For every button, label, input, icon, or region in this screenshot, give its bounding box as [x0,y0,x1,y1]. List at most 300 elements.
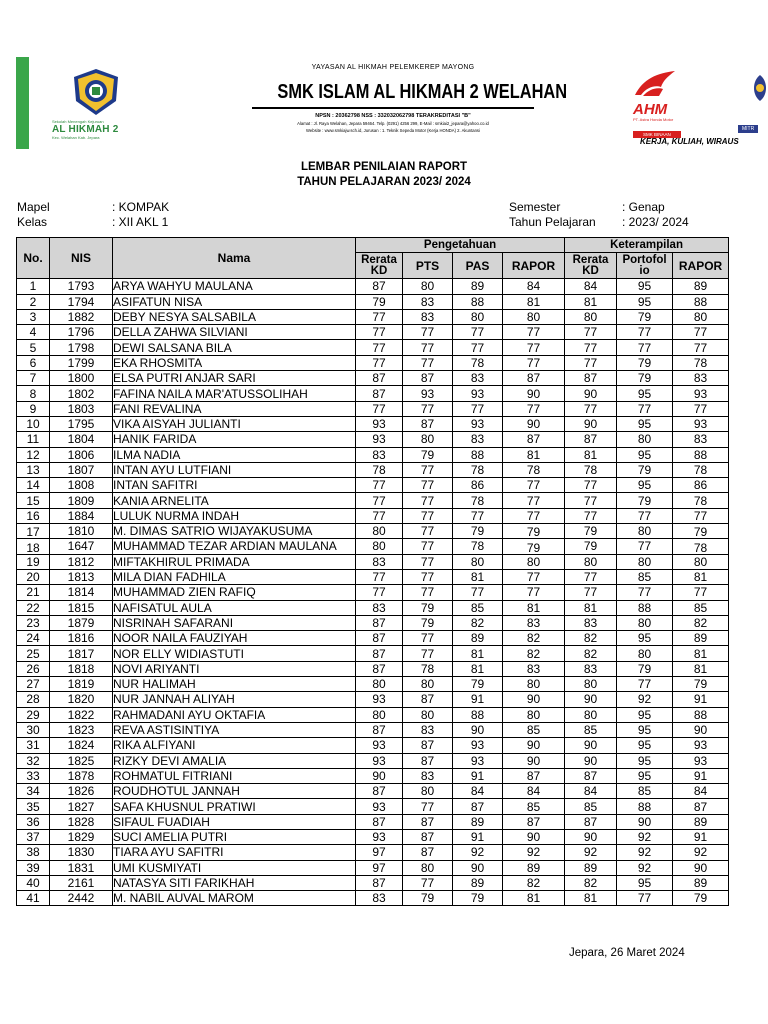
table-row [17,753,729,768]
row-pas: 91 [453,768,503,783]
row-nama: ROHMATUL FITRIANI [113,768,356,783]
table-row [17,279,729,294]
row-nis: 1808 [50,478,113,493]
row-rapor-keterampilan: 89 [673,875,729,890]
row-no: 10 [17,416,50,431]
row-no: 11 [17,432,50,447]
row-rerata-kd: 93 [356,738,403,753]
row-rerata-kd-keterampilan: 79 [565,539,617,554]
row-nama: NUR JANNAH ALIYAH [113,692,356,707]
row-nis: 1799 [50,355,113,370]
row-rerata-kd: 80 [356,707,403,722]
row-nis: 1824 [50,738,113,753]
table-row [17,845,729,860]
row-nis: 1810 [50,524,113,539]
row-no: 9 [17,401,50,416]
row-rapor: 82 [503,875,565,890]
row-nama: SAFA KHUSNUL PRATIWI [113,799,356,814]
row-rapor-keterampilan: 81 [673,569,729,584]
row-pts: 79 [403,615,453,630]
row-no: 40 [17,875,50,890]
row-rapor: 77 [503,478,565,493]
row-rerata-kd-keterampilan: 90 [565,416,617,431]
row-rapor: 82 [503,646,565,661]
row-rapor-keterampilan: 80 [673,554,729,569]
row-no: 14 [17,478,50,493]
row-rerata-kd-keterampilan: 90 [565,692,617,707]
row-no: 21 [17,585,50,600]
row-nis: 1823 [50,722,113,737]
row-pas: 82 [453,615,503,630]
header-pas: PAS [453,253,503,279]
row-no: 5 [17,340,50,355]
row-no: 30 [17,722,50,737]
row-rapor: 81 [503,891,565,906]
row-rerata-kd-keterampilan: 90 [565,753,617,768]
row-pts: 87 [403,814,453,829]
row-nama: LULUK NURMA INDAH [113,508,356,523]
row-rerata-kd-keterampilan: 87 [565,814,617,829]
logo-name-text: AL HIKMAH 2 [52,124,119,135]
row-portofolio: 95 [617,478,673,493]
row-portofolio: 95 [617,447,673,462]
header-rerata-kd: Rerata KD [356,253,403,279]
row-rapor-keterampilan: 83 [673,432,729,447]
row-nama: FANI REVALINA [113,401,356,416]
row-pas: 81 [453,569,503,584]
row-rapor: 87 [503,371,565,386]
foundation-name: YAYASAN AL HIKMAH PELEMKEREP MAYONG [311,64,475,71]
row-nis: 1819 [50,677,113,692]
school-name: SMK ISLAM AL HIKMAH 2 WELAHAN [277,81,568,103]
row-rerata-kd: 87 [356,875,403,890]
row-portofolio: 88 [617,600,673,615]
row-nis: 1815 [50,600,113,615]
school-logo-caption [52,119,142,140]
table-row [17,677,729,692]
row-no: 29 [17,707,50,722]
row-nis: 1825 [50,753,113,768]
table-row [17,585,729,600]
row-rapor: 81 [503,447,565,462]
row-rapor-keterampilan: 89 [673,631,729,646]
row-pts: 77 [403,799,453,814]
row-pas: 80 [453,309,503,324]
row-rerata-kd-keterampilan: 89 [565,860,617,875]
row-nama: INTAN AYU LUTFIANI [113,462,356,477]
row-pts: 80 [403,677,453,692]
table-row [17,508,729,523]
row-rapor: 92 [503,845,565,860]
row-portofolio: 80 [617,524,673,539]
row-pas: 84 [453,784,503,799]
row-nis: 1803 [50,401,113,416]
header-nis: NIS [50,238,113,279]
row-rerata-kd-keterampilan: 77 [565,478,617,493]
row-portofolio: 85 [617,569,673,584]
row-rerata-kd: 93 [356,829,403,844]
row-nama: UMI KUSMIYATI [113,860,356,875]
row-nama: NUR HALIMAH [113,677,356,692]
row-pas: 93 [453,416,503,431]
row-rerata-kd: 77 [356,493,403,508]
row-portofolio: 79 [617,462,673,477]
row-no: 18 [17,539,50,554]
row-pas: 91 [453,829,503,844]
row-rerata-kd: 83 [356,447,403,462]
row-rapor-keterampilan: 90 [673,722,729,737]
row-rerata-kd-keterampilan: 87 [565,432,617,447]
row-no: 39 [17,860,50,875]
row-no: 35 [17,799,50,814]
row-pas: 86 [453,478,503,493]
row-nis: 1793 [50,279,113,294]
row-portofolio: 95 [617,631,673,646]
row-portofolio: 95 [617,722,673,737]
logo-small-text: Sekolah Menengah Kejuruan [52,119,104,124]
row-pts: 77 [403,508,453,523]
row-pts: 77 [403,355,453,370]
row-rerata-kd: 83 [356,554,403,569]
row-rerata-kd-keterampilan: 85 [565,799,617,814]
row-portofolio: 80 [617,432,673,447]
row-rerata-kd: 77 [356,309,403,324]
row-portofolio: 92 [617,829,673,844]
honda-wing-icon [633,69,677,99]
row-pas: 79 [453,677,503,692]
row-rerata-kd-keterampilan: 77 [565,340,617,355]
row-pas: 81 [453,646,503,661]
row-rapor: 87 [503,432,565,447]
row-rapor: 80 [503,554,565,569]
row-nama: DEWI SALSANA BILA [113,340,356,355]
row-rapor: 87 [503,814,565,829]
row-pts: 87 [403,371,453,386]
row-nis: 1794 [50,294,113,309]
row-pas: 88 [453,447,503,462]
row-pts: 87 [403,829,453,844]
table-row [17,891,729,906]
row-rapor-keterampilan: 93 [673,386,729,401]
row-rapor-keterampilan: 77 [673,340,729,355]
row-pas: 88 [453,294,503,309]
row-pts: 77 [403,631,453,646]
row-rapor: 87 [503,768,565,783]
row-pas: 91 [453,692,503,707]
row-pas: 87 [453,799,503,814]
row-rerata-kd-keterampilan: 77 [565,325,617,340]
row-rerata-kd: 77 [356,569,403,584]
row-rapor: 77 [503,325,565,340]
table-row [17,875,729,890]
address-line: Alamat : Jl. Raya Welahan, Jepara 59464. Telp. (0291) 4256 299, E-Mail : smkiai2_jepara@yahoo.co.id [297,121,489,126]
row-rerata-kd: 80 [356,539,403,554]
table-row [17,432,729,447]
row-no: 7 [17,371,50,386]
letterhead [16,57,768,149]
row-no: 22 [17,600,50,615]
row-rapor: 83 [503,615,565,630]
row-rerata-kd-keterampilan: 84 [565,279,617,294]
row-nis: 1807 [50,462,113,477]
row-portofolio: 95 [617,294,673,309]
row-rapor-keterampilan: 90 [673,860,729,875]
row-rapor: 79 [503,524,565,539]
row-nama: NATASYA SITI FARIKHAH [113,875,356,890]
row-rapor: 77 [503,493,565,508]
table-row [17,401,729,416]
row-nis: 1796 [50,325,113,340]
row-portofolio: 92 [617,692,673,707]
row-portofolio: 95 [617,753,673,768]
row-portofolio: 95 [617,386,673,401]
row-rerata-kd-keterampilan: 83 [565,661,617,676]
row-rapor-keterampilan: 78 [673,355,729,370]
row-nis: 2442 [50,891,113,906]
table-row [17,738,729,753]
row-rerata-kd: 83 [356,600,403,615]
row-pts: 77 [403,646,453,661]
row-rerata-kd: 90 [356,768,403,783]
row-rerata-kd: 79 [356,294,403,309]
row-rerata-kd-keterampilan: 81 [565,447,617,462]
row-rapor: 77 [503,508,565,523]
row-nama: M. DIMAS SATRIO WIJAYAKUSUMA [113,524,356,539]
row-nis: 1818 [50,661,113,676]
row-pts: 79 [403,447,453,462]
table-row [17,309,729,324]
row-pts: 77 [403,325,453,340]
row-rerata-kd-keterampilan: 81 [565,600,617,615]
table-row [17,814,729,829]
row-rerata-kd-keterampilan: 77 [565,401,617,416]
table-row [17,692,729,707]
row-pts: 77 [403,478,453,493]
row-pts: 80 [403,784,453,799]
table-row [17,294,729,309]
row-pts: 77 [403,462,453,477]
row-pas: 88 [453,707,503,722]
row-rerata-kd: 93 [356,416,403,431]
row-rapor: 82 [503,631,565,646]
row-nis: 1829 [50,829,113,844]
row-pas: 93 [453,738,503,753]
row-pts: 77 [403,539,453,554]
kelas-label: Kelas [17,215,48,229]
header-no: No. [17,238,50,279]
table-row [17,661,729,676]
row-rapor: 80 [503,309,565,324]
table-row [17,631,729,646]
header-pts: PTS [403,253,453,279]
row-nis: 1820 [50,692,113,707]
row-nama: VIKA AISYAH JULIANTI [113,416,356,431]
row-rapor: 81 [503,600,565,615]
row-no: 32 [17,753,50,768]
row-rerata-kd: 87 [356,279,403,294]
row-rapor: 77 [503,340,565,355]
letterhead-text [252,63,568,134]
row-rerata-kd-keterampilan: 87 [565,768,617,783]
row-pts: 79 [403,600,453,615]
table-row [17,493,729,508]
row-pts: 80 [403,707,453,722]
row-portofolio: 77 [617,539,673,554]
row-rapor-keterampilan: 77 [673,585,729,600]
row-no: 15 [17,493,50,508]
row-no: 36 [17,814,50,829]
row-nama: SUCI AMELIA PUTRI [113,829,356,844]
document-subtitle: TAHUN PELAJARAN 2023/ 2024 [297,176,471,188]
row-rapor: 89 [503,860,565,875]
row-nama: MUHAMMAD ZIEN RAFIQ [113,585,356,600]
ahm-logo [633,69,713,141]
row-rapor-keterampilan: 87 [673,799,729,814]
row-nama: MILA DIAN FADHILA [113,569,356,584]
row-rapor-keterampilan: 79 [673,524,729,539]
row-rapor-keterampilan: 81 [673,646,729,661]
row-rapor: 81 [503,294,565,309]
row-pas: 83 [453,432,503,447]
row-rapor: 90 [503,753,565,768]
row-nama: KANIA ARNELITA [113,493,356,508]
header-pengetahuan: Pengetahuan [356,238,565,253]
row-nis: 1800 [50,371,113,386]
row-pas: 77 [453,325,503,340]
row-pts: 87 [403,692,453,707]
row-rerata-kd-keterampilan: 84 [565,784,617,799]
row-nama: SIFAUL FUADIAH [113,814,356,829]
row-rerata-kd-keterampilan: 92 [565,845,617,860]
row-rerata-kd-keterampilan: 81 [565,891,617,906]
row-portofolio: 95 [617,279,673,294]
row-pas: 83 [453,371,503,386]
row-nama: RAHMADANI AYU OKTAFIA [113,707,356,722]
table-row [17,722,729,737]
row-rerata-kd-keterampilan: 82 [565,631,617,646]
row-pas: 90 [453,722,503,737]
row-rapor: 80 [503,707,565,722]
row-rapor: 83 [503,661,565,676]
row-no: 6 [17,355,50,370]
npsn-line: NPSN : 20362798 NSS : 332032062798 TERAKREDITASI "B" [315,113,471,119]
row-nama: ASIFATUN NISA [113,294,356,309]
row-rerata-kd-keterampilan: 83 [565,615,617,630]
row-portofolio: 79 [617,661,673,676]
place-date: Jepara, 26 Maret 2024 [569,947,685,959]
row-rerata-kd-keterampilan: 90 [565,829,617,844]
row-nis: 2161 [50,875,113,890]
row-rerata-kd-keterampilan: 82 [565,646,617,661]
row-rerata-kd: 77 [356,340,403,355]
header-portofolio: Portofol io [617,253,673,279]
row-pts: 79 [403,891,453,906]
row-pts: 77 [403,569,453,584]
row-no: 23 [17,615,50,630]
semester-value: : Genap [622,200,665,214]
motto-text: KERJA, KULIAH, WIRAUS [640,137,739,146]
row-rerata-kd: 87 [356,722,403,737]
table-row [17,829,729,844]
row-pas: 80 [453,554,503,569]
row-pas: 89 [453,814,503,829]
header-keterampilan: Keterampilan [565,238,729,253]
row-rapor: 79 [503,539,565,554]
row-no: 8 [17,386,50,401]
row-portofolio: 85 [617,784,673,799]
row-pas: 79 [453,524,503,539]
row-no: 17 [17,524,50,539]
row-portofolio: 90 [617,814,673,829]
row-pas: 89 [453,631,503,646]
row-pts: 77 [403,401,453,416]
row-no: 20 [17,569,50,584]
row-nis: 1817 [50,646,113,661]
table-row [17,539,729,554]
tahun-label: Tahun Pelajaran [509,215,596,229]
row-rapor: 85 [503,722,565,737]
kelas-value: : XII AKL 1 [112,215,169,229]
row-portofolio: 95 [617,738,673,753]
row-rerata-kd: 77 [356,355,403,370]
row-no: 19 [17,554,50,569]
letterhead-rule [252,107,534,109]
row-portofolio: 77 [617,340,673,355]
website-line: Website : www.smkiajw.sch.id, Jurusan : 1. Teknik Sepeda Motor (Kerja HONDA) 2. Akuntansi [306,128,480,133]
row-pts: 87 [403,416,453,431]
row-no: 31 [17,738,50,753]
row-portofolio: 95 [617,768,673,783]
row-nama: INTAN SAFITRI [113,478,356,493]
green-accent-bar [16,57,29,149]
ahm-text: AHM [633,101,668,118]
row-pas: 93 [453,753,503,768]
row-nis: 1882 [50,309,113,324]
row-no: 26 [17,661,50,676]
row-no: 25 [17,646,50,661]
row-nis: 1884 [50,508,113,523]
row-nama: HANIK FARIDA [113,432,356,447]
row-nis: 1816 [50,631,113,646]
row-pas: 78 [453,355,503,370]
row-rapor-keterampilan: 89 [673,279,729,294]
row-no: 24 [17,631,50,646]
table-row [17,447,729,462]
row-pas: 85 [453,600,503,615]
row-rapor-keterampilan: 91 [673,768,729,783]
table-row [17,646,729,661]
row-nis: 1828 [50,814,113,829]
row-pas: 89 [453,279,503,294]
row-nis: 1809 [50,493,113,508]
table-row [17,524,729,539]
row-nis: 1879 [50,615,113,630]
row-nama: DEBY NESYA SALSABILA [113,309,356,324]
row-rapor: 80 [503,677,565,692]
row-rerata-kd: 87 [356,646,403,661]
row-nama: NISRINAH SAFARANI [113,615,356,630]
row-pas: 89 [453,875,503,890]
row-pas: 90 [453,860,503,875]
row-rapor: 90 [503,386,565,401]
table-row [17,600,729,615]
row-rapor: 84 [503,279,565,294]
row-pas: 79 [453,891,503,906]
row-rerata-kd-keterampilan: 80 [565,554,617,569]
row-rapor-keterampilan: 89 [673,814,729,829]
document-title: LEMBAR PENILAIAN RAPORT [300,161,468,173]
row-pas: 77 [453,508,503,523]
